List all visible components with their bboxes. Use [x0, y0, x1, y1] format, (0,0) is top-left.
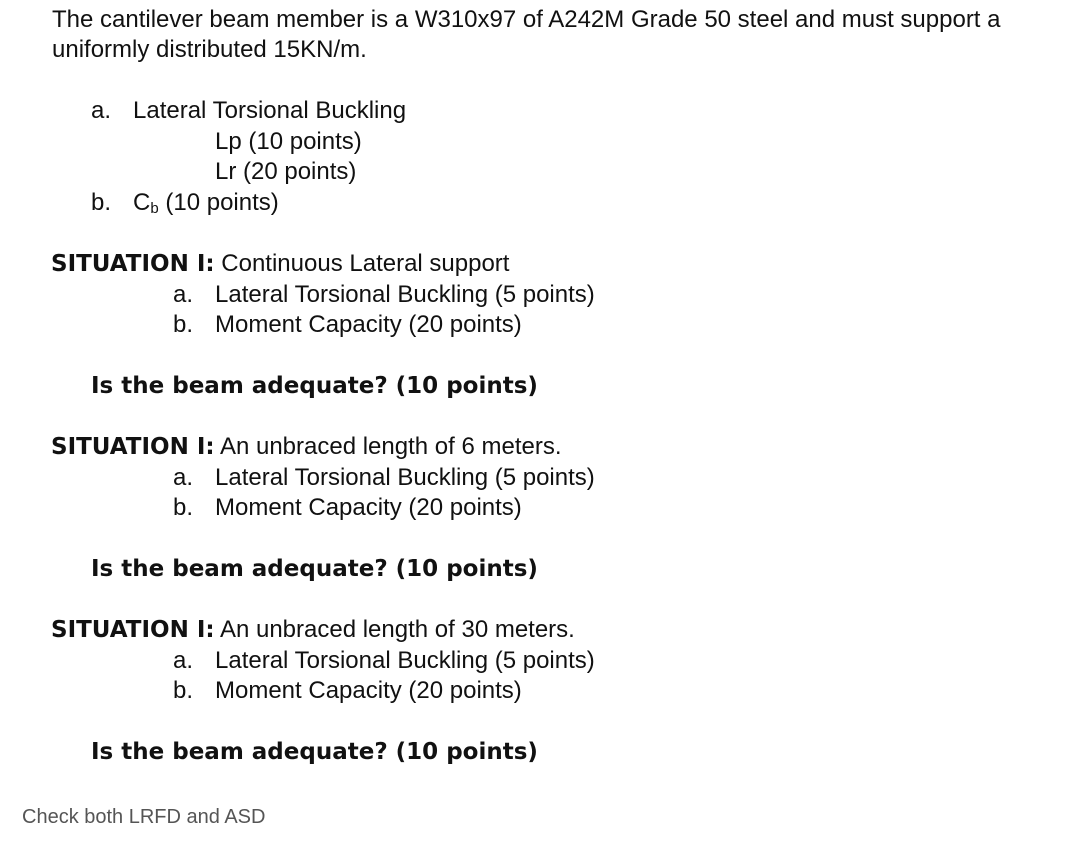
situation-2-description: An unbraced length of 6 meters. [219, 433, 562, 460]
situation-1-item-a [173, 280, 595, 310]
situation-2-item-b-marker: b. [173, 494, 194, 521]
situation-1-description: Continuous Lateral support [221, 250, 510, 277]
situation-1-item-b-marker: b. [173, 311, 194, 338]
part-a-subitem-lp: Lp (10 points) [215, 128, 362, 155]
situation-3-item-a-marker: a. [173, 647, 194, 674]
situation-2-item-b-text: Moment Capacity (20 points) [215, 494, 522, 521]
intro-line-2: uniformly distributed 15KN/m. [52, 36, 367, 63]
part-b-item [91, 188, 279, 224]
situation-1-item-b-text: Moment Capacity (20 points) [215, 311, 522, 338]
situation-3-question: Is the beam adequate? (10 points) [91, 739, 538, 765]
part-a-marker: a. [91, 97, 112, 124]
situation-3-label: SITUATION I: [51, 617, 215, 643]
situation-3-item-a [173, 646, 595, 676]
situation-1-item-a-marker: a. [173, 281, 194, 308]
situation-3-item-b-text: Moment Capacity (20 points) [215, 677, 522, 704]
part-a-subitem-lr: Lr (20 points) [215, 158, 357, 185]
situation-2-item-a [173, 463, 595, 493]
situation-3-description: An unbraced length of 30 meters. [219, 616, 575, 643]
part-b-marker: b. [91, 189, 112, 216]
intro-line-1: The cantilever beam member is a W310x97 of A242M Grade 50 steel and must support a [52, 6, 1001, 33]
situation-1-label: SITUATION I: [51, 251, 215, 277]
situation-1-item-b [173, 310, 522, 340]
situation-1-question: Is the beam adequate? (10 points) [91, 373, 538, 399]
situation-3-item-a-text: Lateral Torsional Buckling (5 points) [215, 647, 595, 674]
part-b-points: (10 points) [165, 189, 279, 216]
part-b-subscript: b [150, 200, 159, 217]
situation-1-heading [51, 249, 509, 279]
situation-2-item-b [173, 493, 522, 523]
situation-2-question: Is the beam adequate? (10 points) [91, 556, 538, 582]
part-a-label: Lateral Torsional Buckling [133, 97, 407, 124]
footer-note: Check both LRFD and ASD [22, 806, 266, 828]
situation-1-item-a-text: Lateral Torsional Buckling (5 points) [215, 281, 595, 308]
situation-2-heading [51, 432, 562, 462]
situation-3-heading [51, 615, 575, 645]
situation-3-item-b [173, 676, 522, 706]
part-a-item [91, 96, 406, 126]
situation-2-label: SITUATION I: [51, 434, 215, 460]
part-b-symbol: C [133, 189, 151, 216]
situation-2-item-a-marker: a. [173, 464, 194, 491]
situation-2-item-a-text: Lateral Torsional Buckling (5 points) [215, 464, 595, 491]
situation-3-item-b-marker: b. [173, 677, 194, 704]
